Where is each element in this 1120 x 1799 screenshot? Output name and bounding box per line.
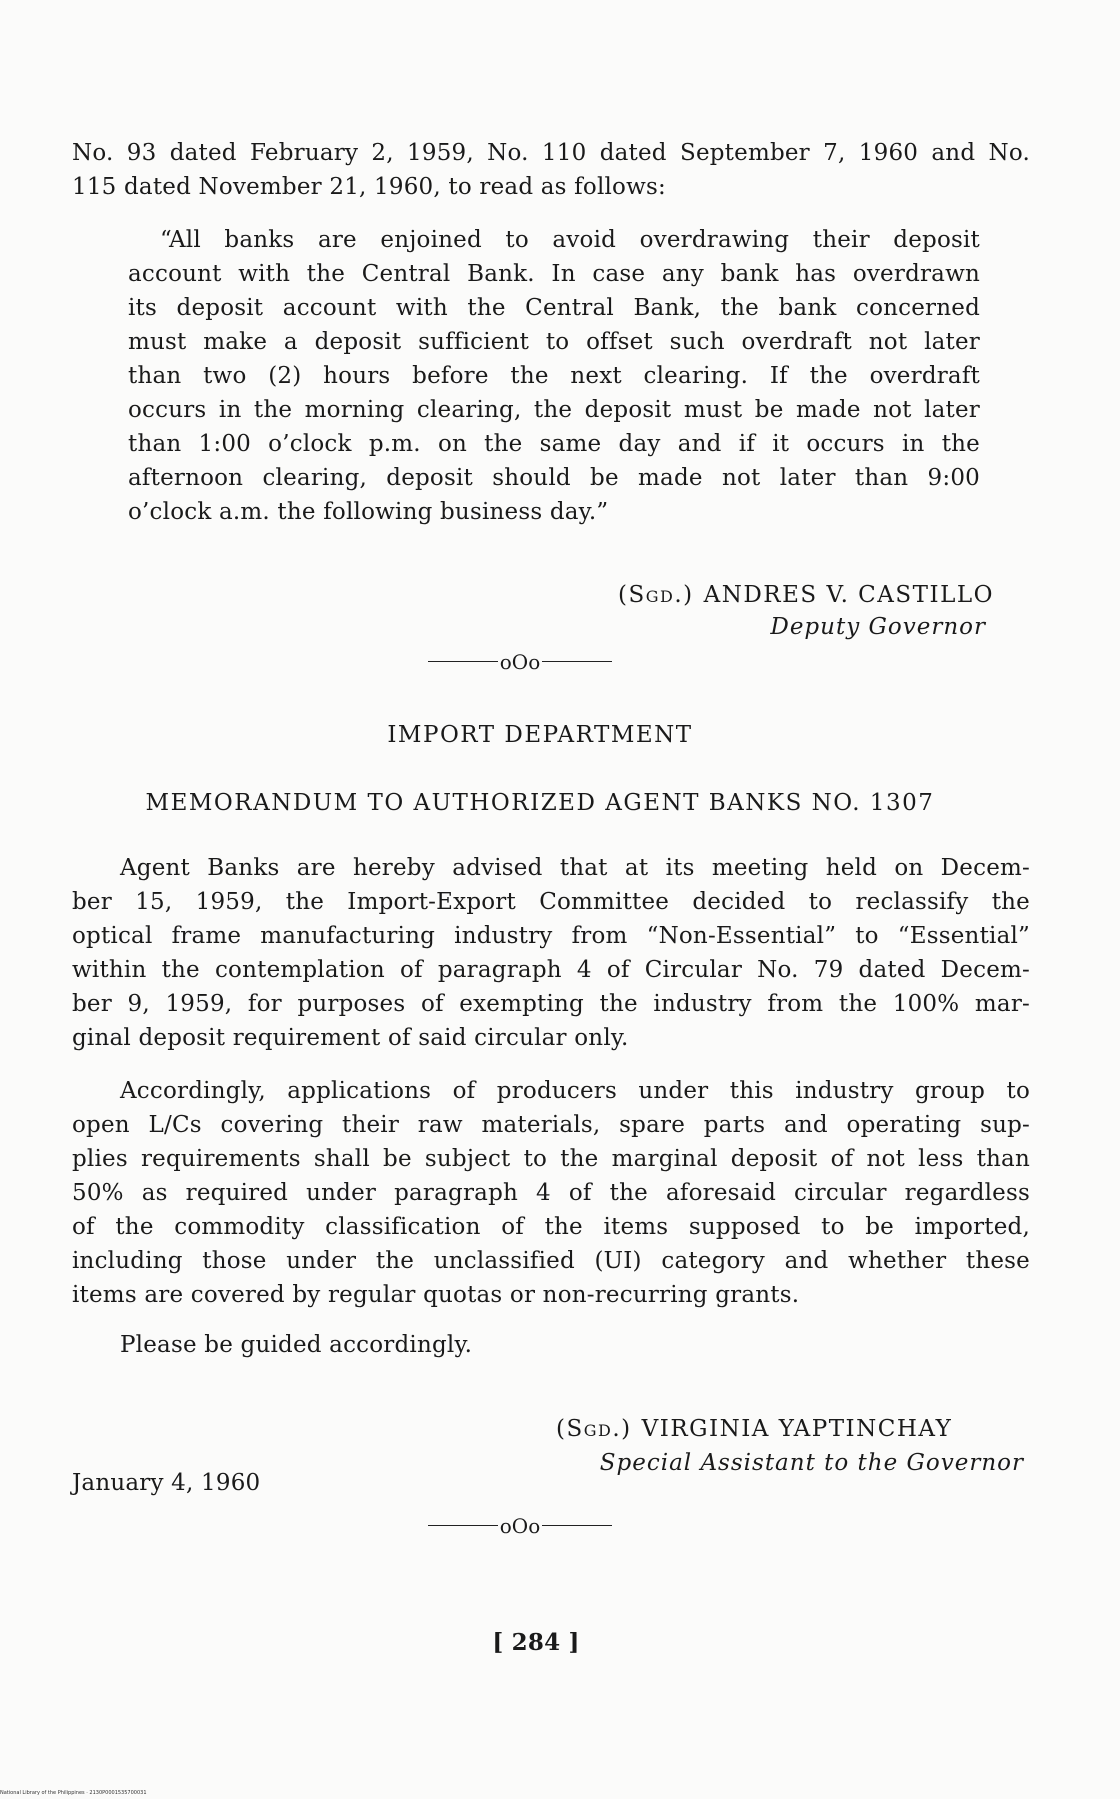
paragraph-2-line-4: 50% as required under paragraph 4 of the aforesaid circular regardless (72, 1180, 1030, 1206)
page-number: [ 284 ] (492, 1629, 580, 1656)
signature-1-line (618, 580, 994, 610)
quote-line-6: occurs in the morning clearing, the deposit must be made not later (128, 397, 980, 423)
paragraph-1-line-1: Agent Banks are hereby advised that at its meeting held on Decem- (120, 855, 1030, 881)
footer-note: National Library of the Philippines · 2130P0001535700031 (0, 1790, 147, 1796)
paragraph-1-line-4: within the contemplation of paragraph 4 of Circular No. 79 dated Decem- (72, 957, 1030, 983)
paragraph-1-line-6: ginal deposit requirement of said circular only. (72, 1025, 629, 1051)
quote-line-8: afternoon clearing, deposit should be made not later than 9:00 (128, 465, 980, 491)
paragraph-2-line-2: open L/Cs covering their raw materials, spare parts and operating sup- (72, 1112, 1030, 1138)
signature-2-title: Special Assistant to the Governor (599, 1450, 1024, 1476)
signature-2-line (556, 1414, 952, 1444)
opening-line-2: 115 dated November 21, 1960, to read as follows: (72, 174, 666, 200)
paragraph-2-line-1: Accordingly, applications of producers under this industry group to (120, 1078, 1030, 1104)
separator-1-right-rule (542, 661, 612, 663)
paragraph-2-line-6: including those under the unclassified (UI) category and whether these (72, 1248, 1030, 1274)
separator-2 (400, 1512, 640, 1538)
date-line: January 4, 1960 (72, 1470, 261, 1496)
paragraph-1-line-5: ber 9, 1959, for purposes of exempting the industry from the 100% mar- (72, 991, 1030, 1017)
paragraph-1-line-2: ber 15, 1959, the Import-Export Committee decided to reclassify the (72, 889, 1030, 915)
memo-title: MEMORANDUM TO AUTHORIZED AGENT BANKS NO. 1307 (145, 790, 935, 816)
signature-2-name: VIRGINIA YAPTINCHAY (641, 1416, 953, 1442)
quote-line-7: than 1:00 o’clock p.m. on the same day and if it occurs in the (128, 431, 980, 457)
paragraph-2-line-5: of the commodity classification of the items supposed to be imported, (72, 1214, 1030, 1240)
paragraph-3: Please be guided accordingly. (120, 1332, 473, 1358)
signature-1-name: ANDRES V. CASTILLO (703, 582, 994, 608)
signature-1-title: Deputy Governor (770, 614, 986, 640)
separator-2-mark: oOo (499, 1513, 541, 1538)
quote-line-4: must make a deposit sufficient to offset such overdraft not later (128, 329, 980, 355)
separator-1-mark: oOo (499, 649, 541, 674)
quote-line-2: account with the Central Bank. In case any bank has overdrawn (128, 261, 980, 287)
quote-line-1: “All banks are enjoined to avoid overdrawing their deposit (160, 227, 980, 253)
quote-line-9: o’clock a.m. the following business day.” (128, 499, 609, 525)
separator-2-right-rule (542, 1525, 612, 1527)
paragraph-2-line-3: plies requirements shall be subject to the marginal deposit of not less than (72, 1146, 1030, 1172)
quote-line-5: than two (2) hours before the next clearing. If the overdraft (128, 363, 980, 389)
signature-1-prefix: (Sgd.) (618, 582, 694, 608)
department-heading: IMPORT DEPARTMENT (387, 722, 693, 748)
separator-1 (400, 648, 640, 674)
separator-1-left-rule (428, 661, 498, 663)
signature-2-prefix: (Sgd.) (556, 1416, 632, 1442)
quote-line-3: its deposit account with the Central Bank, the bank concerned (128, 295, 980, 321)
opening-line-1: No. 93 dated February 2, 1959, No. 110 dated September 7, 1960 and No. (72, 140, 1030, 166)
separator-2-left-rule (428, 1525, 498, 1527)
paragraph-2-line-7: items are covered by regular quotas or non-recurring grants. (72, 1282, 800, 1308)
paragraph-1-line-3: optical frame manufacturing industry from “Non-Essential” to “Essential” (72, 923, 1030, 949)
